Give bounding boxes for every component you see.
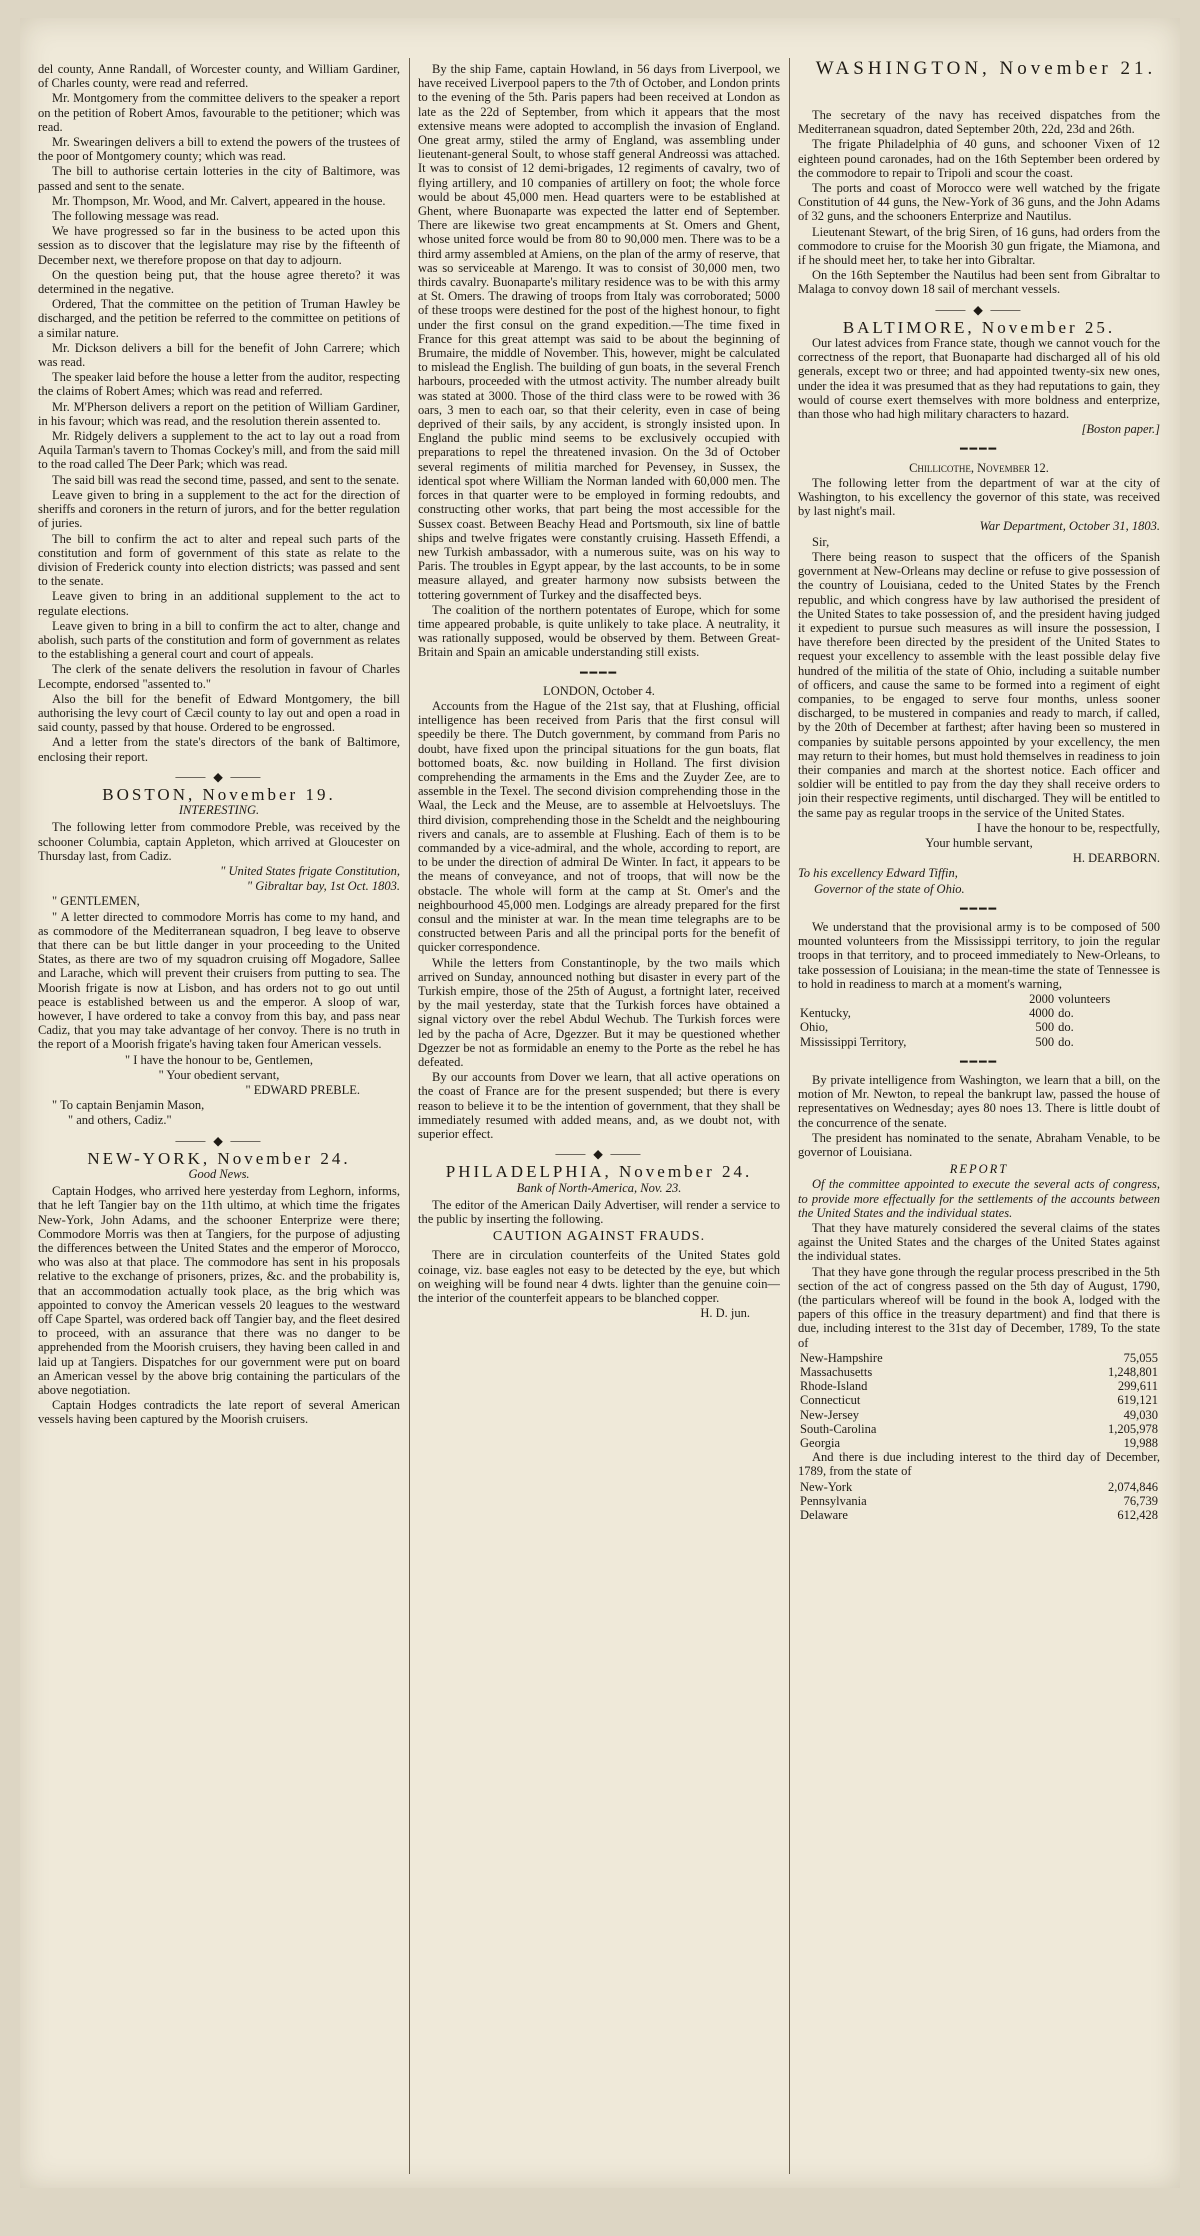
table-row	[798, 1480, 1160, 1494]
addressee: " To captain Benjamin Mason,	[52, 1098, 205, 1113]
amount-cell: 2,074,846	[1108, 1479, 1158, 1494]
column-2	[418, 62, 780, 2172]
boston-heading: BOSTON, November 19.	[102, 784, 336, 804]
signature: H. D. jun.	[700, 1306, 750, 1321]
paragraph: Mr. Ridgely delivers a supplement to the act to lay out a road from Aquila Tarman's tavern to Thomas Cockey's mill, and from the said mill to the road called The Deer Park; which was read.	[38, 429, 400, 472]
london-heading: LONDON, October 4.	[543, 683, 655, 698]
table-row	[798, 1408, 1160, 1422]
salutation: Sir,	[812, 534, 830, 549]
report-title: Of the committee appointed to execute the several acts of congress, to provide more effectually for the settlements of the accounts between the United States and the individual states.	[798, 1177, 1160, 1220]
place-cell: Mississippi Territory,	[800, 1034, 907, 1049]
baltimore-heading: BALTIMORE, November 25.	[842, 317, 1116, 337]
closing: " Your obedient servant,	[158, 1067, 280, 1082]
dateline: War Department, October 31, 1803.	[979, 519, 1160, 534]
count-cell: 500	[1035, 1020, 1055, 1035]
amount-cell: 49,030	[1123, 1407, 1158, 1422]
table-row	[798, 1006, 1160, 1020]
state-cell: Rhode-Island	[800, 1379, 868, 1394]
paragraph: By private intelligence from Washington, we learn that a bill, on the motion of Mr. Newton, to repeal the bankrupt law, passed the house of representatives on Wednesday; ayes 80 noes 13. There is little doubt of the concurrence of the senate.	[798, 1073, 1160, 1130]
paragraph: The secretary of the navy has received dispatches from the Mediterranean squadron, dated September 20th, 22d, 23d and 26th.	[798, 108, 1160, 137]
ornament-divider: ⸻ ◆ ⸻	[174, 769, 264, 784]
paragraph: Leave given to bring in a supplement to the act for the direction of sheriffs and coroners in the return of jurors, and for the better regulation of juries.	[38, 487, 400, 531]
ornament-divider: ⸻ ◆ ⸻	[934, 302, 1024, 317]
paragraph: By the ship Fame, captain Howland, in 56 days from Liverpool, we have received Liverpool papers to the 7th of October, and London prints to the evening of the 5th. Paris papers had been received at London as late as the 22d of September, from which it appears that the most extensive means were adopted to accomplish the invasion of England. One great army, stiled the army of England, was assembling under lieutenant-general Soult, to whose staff general Andreossi was attached. It was to consist of 12 demi-brigades, 12 regiments of cavalry, two of flying artillery, and 10 companies of artillery on foot; the whole force would be about 45,000 men. Head quarters were to be established at Ghent, where Buonaparte was expected the latter end of September. There are likewise two great encampments at St. Omers and Ghent, whose united force would be from 80 to 90,000 men. There was to be a third army assembled at Amiens, on the plan of the army of reserve, that was so serviceable at Marengo. It was to consist of 30,000 men, two thirds cavalry. Buonaparte's military residence was to be with this army at St. Omers. The drawing of troops from Italy was corroborated; 5000 of these troops were destined for the post of the highest honour, to fight under the first consul on the grand expedition.—The time fixed in France for this great attempt was said to be about the beginning of Brumaire, the middle of November. This, however, might be calculated to mislead the English. The building of gun boats, in the several French harbours, proceeded with the utmost activity. The number already built was stated at 3000. Those of the third class were to be rowed with 36 oars, 3 men to each oar, so that their celerity, even in case of being deprived of their sails, by any accident, is strongly insisted upon. In England the public mind seems to be exclusively occupied with preparations to repel the threatened invasion. On the 3d of October several regiments of militia marched for Pevensey, in Sussex, the identical spot where William the Norman landed with 60,000 men. The forces in that quarter were to be employed in forming redoubts, and constructing other works, that part being the most accessible for the Sussex coast. Between Beachy Head and Portsmouth, six line of battle ships and twelve frigates were constantly cruising. Hasseth Effendi, a new Turkish ambassador, with a numerous suite, was on his way to Paris. The troubles in Egypt appear, by the last accounts, to be in some measure allayed, and greater harmony now subsists between the tottering government of Turkey and the disaffected beys.	[418, 62, 780, 602]
paragraph: The following letter from commodore Preble, was received by the schooner Columbia, captain Appleton, which arrived at Gloucester on Thursday last, from Cadiz.	[38, 820, 400, 863]
table-row	[798, 992, 1160, 1006]
paragraph: That they have maturely considered the several claims of the states against the United States and the charges of the United States against the individual states.	[798, 1221, 1160, 1264]
accounts-due-to-table	[798, 1351, 1160, 1450]
state-cell: Pennsylvania	[800, 1493, 867, 1508]
paragraph: We understand that the provisional army is to be composed of 500 mounted volunteers from the Mississippi territory, to join the regular troops in that territory, and to proceed immediately to New-Orleans, to take possession of Louisiana; in the mean-time the state of Tennessee is to hold in readiness to march at a moment's warning,	[798, 919, 1160, 991]
table-row	[798, 1393, 1160, 1407]
chillicothe-heading: Chillicothe, November 12.	[909, 460, 1049, 475]
paragraph: Mr. Dickson delivers a bill for the benefit of John Carrere; which was read.	[38, 340, 400, 370]
column-rule	[409, 58, 410, 2174]
paragraph: Mr. Thompson, Mr. Wood, and Mr. Calvert, appeared in the house.	[52, 193, 386, 208]
state-cell: Delaware	[800, 1508, 848, 1523]
table-row	[798, 1436, 1160, 1450]
table-row	[798, 1020, 1160, 1034]
count-cell: 4000	[1029, 1006, 1055, 1021]
newspaper-page	[20, 18, 1180, 2188]
paragraph: The said bill was read the second time, passed, and sent to the senate.	[52, 472, 400, 487]
place-cell: Ohio,	[800, 1020, 829, 1035]
paragraph: Mr. M'Pherson delivers a report on the petition of William Gardiner, in his favour; which was read, and the resolution therein assented to.	[38, 399, 400, 428]
paragraph: The ports and coast of Morocco were well watched by the frigate Constitution of 44 guns, the New-York of 36 guns, and the John Adams of 32 guns, and the schooners Enterprize and Nautilus.	[798, 181, 1160, 224]
amount-cell: 619,121	[1117, 1393, 1158, 1408]
amount-cell: 299,611	[1117, 1379, 1158, 1394]
caution-heading: CAUTION AGAINST FRAUDS.	[492, 1229, 706, 1245]
ornament-divider: ⸻ ◆ ⸻	[174, 1133, 264, 1148]
philadelphia-heading: PHILADELPHIA, November 24.	[445, 1162, 753, 1182]
addressee: To his excellency Edward Tiffin,	[798, 866, 958, 881]
dateline: " Gibraltar bay, 1st Oct. 1803.	[246, 879, 400, 894]
paragraph: The bill to authorise certain lotteries in the city of Baltimore, was passed and sent to the senate.	[38, 164, 400, 193]
column-1	[38, 62, 400, 2172]
table-row	[798, 1365, 1160, 1379]
report-heading: REPORT	[949, 1162, 1009, 1177]
paragraph: Also the bill for the benefit of Edward Montgomery, the bill authorising the levy court of Cæcil county to lay out and open a road in said county, passed by that house. Ordered to be engrossed.	[38, 691, 400, 735]
table-row	[798, 1494, 1160, 1508]
table-row	[798, 1379, 1160, 1393]
boston-subheading: INTERESTING.	[178, 803, 260, 818]
salutation: " GENTLEMEN,	[52, 894, 140, 909]
paragraph: There being reason to suspect that the officers of the Spanish government at New-Orleans may decline or refuse to give possession of the country of Louisiana, ceded to the United States by the French republic, and which congress have by law authorised the president of the United States to take possession of, and the president having judged it expedient to pursue such measures as will insure the possession, I have therefore been directed by the president of the United States to request your excellency to assemble with the least possible delay five hundred of the militia of the state of Ohio, including a suitable number of officers, and cause the same to be formed into a regiment of eight companies, to be engaged to serve four months, unless sooner discharged, to be mustered in companies and ready to march, if called, by the 20th of December at farthest; after having been so mustered in companies by suitable persons appointed by your excellency, the men may return to their homes, but must hold themselves in readiness to join their companies and march at the shortest notice. Each officer and soldier will be entitled to pay from the day they shall receive orders to join their respective regiments, until discharged. They will be entitled to the same pay as regular troops in the service of the United States.	[798, 549, 1160, 820]
ornament-divider: ⸻ ◆ ⸻	[554, 1147, 644, 1162]
closing: Your humble servant,	[925, 835, 1033, 850]
paragraph: Captain Hodges contradicts the late report of several American vessels having been captured by the Moorish cruisers.	[38, 1398, 400, 1427]
state-cell: New-Hampshire	[800, 1350, 883, 1365]
newyork-subheading: Good News.	[188, 1167, 250, 1182]
amount-cell: 612,428	[1117, 1508, 1158, 1523]
signature: " EDWARD PREBLE.	[245, 1083, 360, 1098]
washington-masthead	[798, 58, 1160, 81]
paragraph: By our accounts from Dover we learn, that all active operations on the coast of France are for the present suspended; but there is every reason to believe it to be the intention of government, that they shall be immediately resumed with added means, and, as we doubt not, with superior effect.	[418, 1070, 780, 1142]
place-cell	[798, 992, 1002, 1006]
paragraph: The frigate Philadelphia of 40 guns, and schooner Vixen of 12 eighteen pound caronades, had on the 16th September been ordered by the commodore to repair to Tripoli and scour the coast.	[798, 137, 1160, 180]
paragraph: Mr. Montgomery from the committee delivers to the speaker a report on the petition of Robert Amos, favourable to the petitioner; which was read.	[38, 91, 400, 134]
paragraph: While the letters from Constantinople, by the two mails which arrived on Sunday, announced nothing but disaster in every part of the Turkish empire, those of the 25th of August, a fortnight later, received by the mail yesterday, state that the Turkish forces have obtained a signal victory over the rebel Abdul Wechub. The Turkish forces were led by the pacha of Acre, Dgezzer. But it may be questioned whether Dgezzer be not as formidable an enemy to the Porte as the rebel he has defeated.	[418, 955, 780, 1070]
paragraph: The following letter from the department of war at the city of Washington, to his excellency the governor of this state, was received by last night's mail.	[798, 475, 1160, 519]
ornament-divider: ━━━━	[959, 901, 999, 916]
newyork-heading: NEW-YORK, November 24.	[87, 1148, 351, 1168]
count-cell: 2000	[1029, 991, 1055, 1006]
washington-heading: WASHINGTON, November 21.	[815, 58, 1157, 79]
state-cell: South-Carolina	[800, 1421, 877, 1436]
amount-cell: 19,988	[1123, 1436, 1158, 1451]
militia-table	[798, 992, 1160, 1049]
addressee: Governor of the state of Ohio.	[814, 881, 965, 896]
paragraph: Mr. Swearingen delivers a bill to extend the powers of the trustees of the poor of Montgomery county; which was read.	[38, 135, 400, 164]
paragraph: On the question being put, that the house agree thereto? it was determined in the negative.	[38, 267, 400, 297]
paragraph: Leave given to bring in a bill to confirm the act to alter, change and abolish, such parts of the constitution and form of government as relates to the establishing a general court and court of appeals.	[38, 618, 400, 662]
place-cell: Kentucky,	[800, 1006, 851, 1021]
paragraph: That they have gone through the regular process prescribed in the 5th section of the act of congress passed on the 5th day of August, 1790, (the particulars whereof will be found in the book A, lodged with the papers of this office in the treasury department) and find that there is due, including interest to the 31st day of December, 1789, To the state of	[798, 1264, 1160, 1350]
ornament-divider: ━━━━	[579, 665, 619, 680]
paragraph: There are in circulation counterfeits of the United States gold coinage, viz. base eagles not easy to be detected by the eye, but which on weighing will be found near 4 dwts. lighter than the genuine coin—the interior of the counterfeit appears to be blanched copper.	[418, 1248, 780, 1306]
philadelphia-subheading: Bank of North-America, Nov. 23.	[516, 1180, 682, 1195]
paragraph: We have progressed so far in the business to be acted upon this session as to discover that the legislature may rise by the fifteenth of December next, we therefore propose on that day to adjourn.	[38, 224, 400, 267]
ornament-divider: ━━━━	[959, 442, 999, 457]
dateline: " United States frigate Constitution,	[220, 863, 400, 878]
amount-cell: 1,248,801	[1108, 1365, 1158, 1380]
closing: " I have the honour to be, Gentlemen,	[124, 1052, 314, 1067]
paragraph: Our latest advices from France state, though we cannot vouch for the correctness of the report, that Buonaparte had discharged all of his old generals, except two or three; and had appointed twenty-six new ones, under the idea it was presumed that as they had reputations to gain, they would of course exert themselves with more boldness and enterprize, than those who had high military characters to hazard.	[798, 336, 1160, 422]
amount-cell: 75,055	[1123, 1350, 1158, 1365]
paragraph: On the 16th September the Nautilus had been sent from Gibraltar to Malaga to convoy down 18 sail of merchant vessels.	[798, 268, 1160, 297]
table-row	[798, 1508, 1160, 1522]
state-cell: Connecticut	[800, 1393, 861, 1408]
accounts-due-from-table	[798, 1480, 1160, 1523]
paragraph: The following message was read.	[52, 209, 219, 224]
state-cell: Georgia	[800, 1436, 841, 1451]
unit-cell: volunteers	[1058, 991, 1111, 1006]
ornament-divider: ━━━━	[959, 1054, 999, 1069]
paragraph: The coalition of the northern potentates of Europe, which for some time appeared probable, is quite unlikely to take place. A neutrality, it was rationally supposed, would be observed by them. Between Great-Britain and Spain an amicable understanding still exists.	[418, 602, 780, 660]
table-row	[798, 1422, 1160, 1436]
paragraph: del county, Anne Randall, of Worcester county, and William Gardiner, of Charles county, were read and referred.	[38, 62, 400, 91]
paragraph: " A letter directed to commodore Morris has come to my hand, and as commodore of the Mediterranean squadron, I beg leave to observe that there can be but little danger in your proceeding to the United States, as there are two of my squadron cruising off Mogadore, Sallee and Larache, which will prevent their cruisers from putting to sea. The Moorish frigate is now at Lisbon, and has orders not to go out until peace is established between us and the emperor. A sloop of war, however, I have ordered to take a convoy from this bay, and pass near Cadiz, that you may take advantage of her convoy. There is no truth in the report of a Moorish frigate's having taken four American vessels.	[38, 909, 400, 1052]
count-cell: 500	[1035, 1034, 1055, 1049]
paragraph: Ordered, That the committee on the petition of Truman Hawley be discharged, and the petition be referred to the committee on petitions of a similar nature.	[38, 297, 400, 340]
paragraph: The speaker laid before the house a letter from the auditor, respecting the claims of Robert Ames; which was read and referred.	[38, 370, 400, 399]
state-cell: Massachusetts	[800, 1365, 873, 1380]
table-row	[798, 1035, 1160, 1049]
column-3	[798, 108, 1160, 2172]
paragraph: And a letter from the state's directors of the bank of Baltimore, enclosing their report.	[38, 735, 400, 764]
unit-cell: do.	[1058, 1006, 1074, 1021]
signature: H. DEARBORN.	[1072, 851, 1160, 866]
unit-cell: do.	[1058, 1020, 1074, 1035]
paragraph: The clerk of the senate delivers the resolution in favour of Charles Lecompte, endorsed "assented to."	[38, 662, 400, 691]
table-row	[798, 1351, 1160, 1365]
paragraph: The president has nominated to the senate, Abraham Venable, to be governor of Louisiana.	[798, 1130, 1160, 1160]
state-cell: New-York	[800, 1479, 853, 1494]
paragraph: Lieutenant Stewart, of the brig Siren, of 16 guns, had orders from the commodore to cruise for the Moorish 30 gun frigate, the Miamona, and if he should meet her, to take her into Gibraltar.	[798, 224, 1160, 268]
state-cell: New-Jersey	[800, 1407, 860, 1422]
paragraph: Leave given to bring in an additional supplement to the act to regulate elections.	[38, 589, 400, 618]
paragraph: And there is due including interest to the third day of December, 1789, from the state of	[798, 1450, 1160, 1479]
amount-cell: 1,205,978	[1108, 1421, 1158, 1436]
unit-cell: do.	[1058, 1034, 1074, 1049]
closing: I have the honour to be, respectfully,	[976, 820, 1160, 835]
source-note: [Boston paper.]	[1081, 422, 1160, 437]
paragraph: The editor of the American Daily Advertiser, will render a service to the public by inserting the following.	[418, 1197, 780, 1227]
paragraph: Captain Hodges, who arrived here yesterday from Leghorn, informs, that he left Tangier bay on the 11th ultimo, at which time the frigates New-York, John Adams, and the schooner Enterprize were there; Commodore Morris was then at Tangiers, for the purpose of adjusting the differences between the United States and the emperor of Morocco, who was also at that place. The commodore has sent in his proposals relative to the exchange of prisoners, prizes, &c. and the probability is, that an accommodation actually took place, as the brig which was appointed to convoy the American vessels 20 leagues to the westward off Cape Spartel, was ordered back off Tangier bay, and the fleet desired to proceed, with an assurance that there was no danger to be apprehended from the Moorish cruisers, they having been called in and laid up at Tangiers. Dispatches for our government were put on board an American vessel by the above brig containing the particulars of the above negotiation.	[38, 1184, 400, 1398]
paragraph: Accounts from the Hague of the 21st say, that at Flushing, official intelligence has been received from Paris that the first consul will speedily be there. The Dutch government, by command from Paris no doubt, have fixed upon the principal situations for the gun boats, flat bottomed boats, &c. now building in Holland. The first division comprehending the armaments in the Ems and the Zuyder Zee, are to assemble in the Texel. The second division comprehending those in the Waal, the Leck and the Meuse, are to assemble at Helvoetsluys. The third division, comprehending those in the Scheldt and the neighbouring rivers and canals, are to assemble at Flushing. Each of them is to be commanded by a vice-admiral, and the whole, according to report, are to be under the direction of admiral De Winter. In fact, it appears to be the means of conveyance, and not of troops, that will now be the obstacle. The whole will form at the camp at St. Omer's and the neighbourhood 45,000 men. Lodgings are already prepared for the first consul and the minister at war. In the mean time telegraphs are to be constructed between Paris and all the principal ports for the benefit of quicker correspondence.	[418, 698, 780, 955]
column-rule	[789, 58, 790, 2174]
paragraph: The bill to confirm the act to alter and repeal such parts of the constitution and form of government of this state as relate to the division of Frederick county into election districts; was passed and sent to the senate.	[38, 531, 400, 589]
amount-cell: 76,739	[1123, 1493, 1158, 1508]
addressee: " and others, Cadiz."	[68, 1113, 172, 1128]
